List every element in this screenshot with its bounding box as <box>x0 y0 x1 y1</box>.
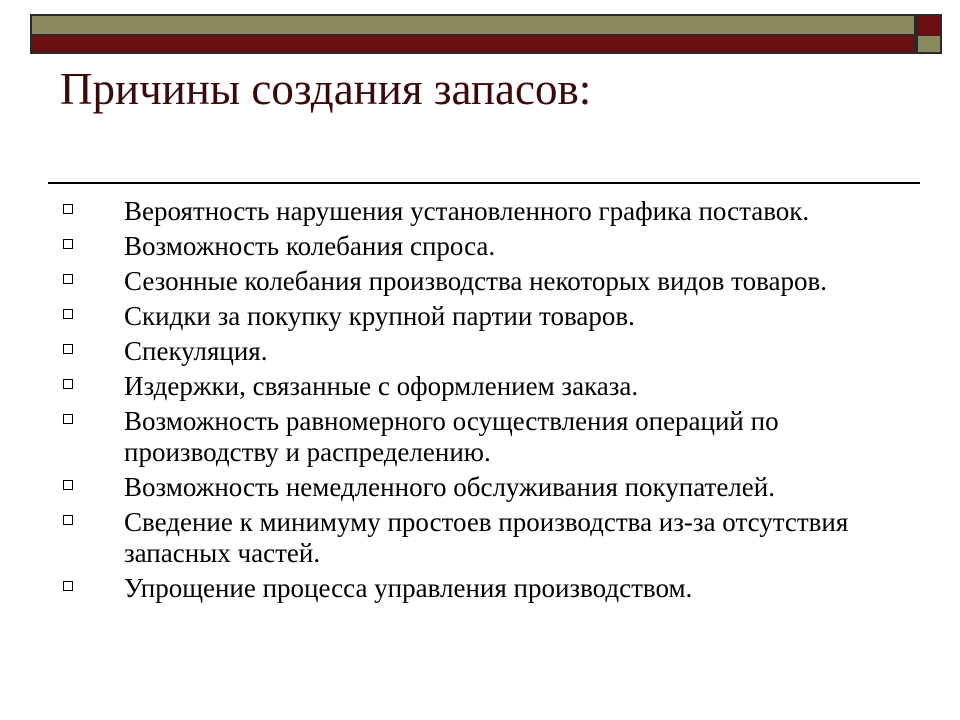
bullet-item <box>60 231 920 262</box>
bullet-text: Возможность равномерного осуществления операций по производству и распределению. <box>124 406 779 467</box>
bullet-text: Сезонные колебания производства некоторых видов товаров. <box>124 266 827 296</box>
bullet-item <box>60 406 920 468</box>
hollow-square-bullet-icon <box>63 309 73 319</box>
bullet-text: Возможность немедленного обслуживания покупателей. <box>124 472 775 502</box>
bullet-item <box>60 336 920 367</box>
title-divider <box>48 182 920 184</box>
bullet-text: Возможность колебания спроса. <box>124 231 496 261</box>
header-band-olive <box>30 14 916 36</box>
hollow-square-bullet-icon <box>63 239 73 249</box>
bullet-text: Скидки за покупку крупной партии товаров. <box>124 301 635 331</box>
bullet-text: Упрощение процесса управления производством. <box>124 573 693 603</box>
header-corner-olive <box>916 36 942 54</box>
bullet-list <box>60 196 920 608</box>
bullet-item <box>60 371 920 402</box>
bullet-item <box>60 196 920 227</box>
bullet-item <box>60 301 920 332</box>
bullet-item <box>60 266 920 297</box>
hollow-square-bullet-icon <box>63 515 73 525</box>
hollow-square-bullet-icon <box>63 274 73 284</box>
slide-title: Причины создания запасов: <box>60 64 592 114</box>
hollow-square-bullet-icon <box>63 204 73 214</box>
hollow-square-bullet-icon <box>63 480 73 490</box>
bullet-item <box>60 472 920 503</box>
hollow-square-bullet-icon <box>63 344 73 354</box>
hollow-square-bullet-icon <box>63 379 73 389</box>
hollow-square-bullet-icon <box>63 414 73 424</box>
hollow-square-bullet-icon <box>63 581 73 591</box>
bullet-text: Спекуляция. <box>124 336 268 366</box>
header-band-maroon <box>30 36 916 54</box>
bullet-text: Вероятность нарушения установленного графика поставок. <box>124 196 810 226</box>
bullet-text: Сведение к минимуму простоев производства из-за отсутствия запасных частей. <box>124 507 849 568</box>
bullet-item <box>60 573 920 604</box>
bullet-item <box>60 507 920 569</box>
bullet-text: Издержки, связанные с оформлением заказа. <box>124 371 639 401</box>
header-corner-maroon <box>916 14 942 38</box>
